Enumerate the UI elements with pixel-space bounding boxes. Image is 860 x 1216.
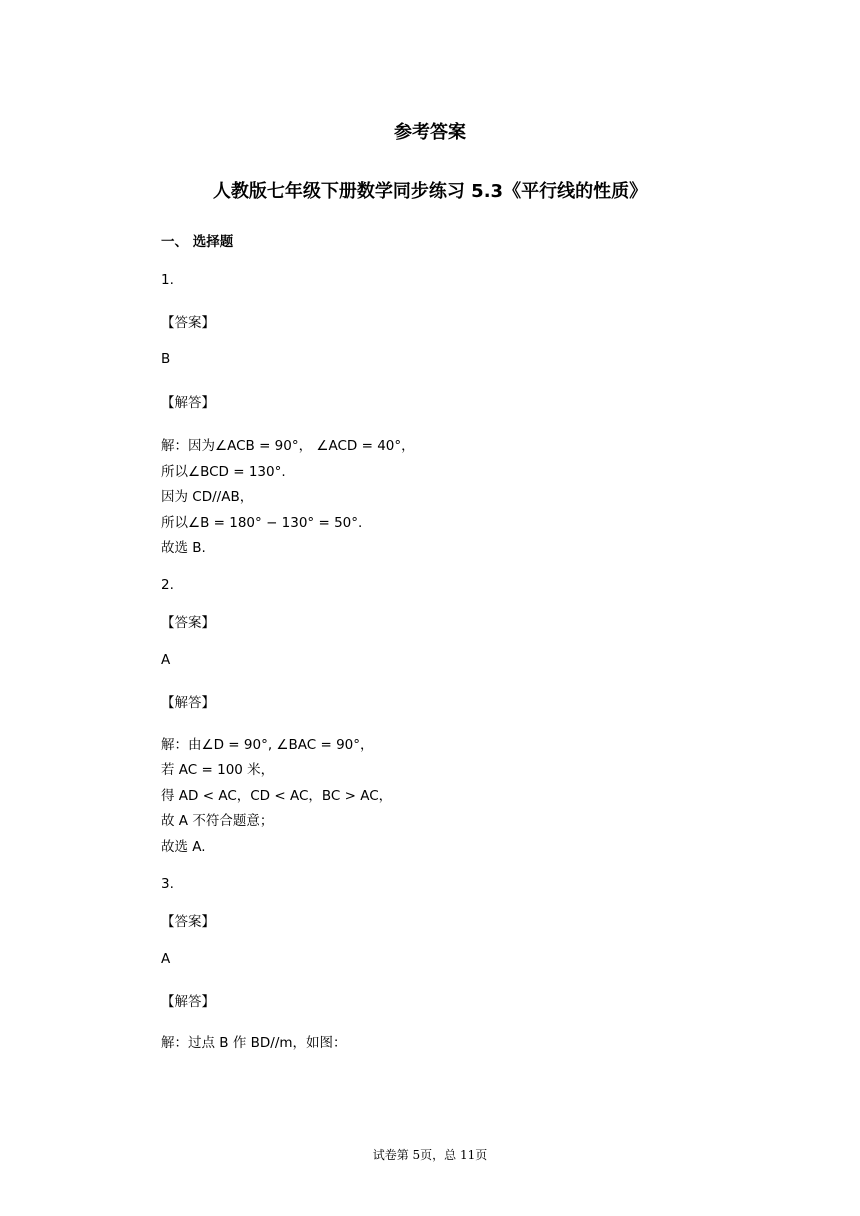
solution-line: 故 A 不符合题意； xyxy=(161,813,274,829)
solution-line: 故选 B. xyxy=(161,540,206,556)
solution-line: 解：由∠D = 90°, ∠BAC = 90°， xyxy=(161,737,374,753)
section-heading: 一、 选择题 xyxy=(161,234,234,250)
page-title: 参考答案 xyxy=(394,122,466,143)
solution-tag: 【解答】 xyxy=(161,695,215,711)
solution-line: 得 AD < AC，CD < AC，BC > AC， xyxy=(161,788,393,804)
solution-line: 解：因为∠ACB = 90°， ∠ACD = 40°， xyxy=(161,438,415,454)
solution-tag: 【解答】 xyxy=(161,395,215,411)
solution-tag: 【解答】 xyxy=(161,994,215,1010)
answer-value: B xyxy=(161,351,171,367)
answer-tag: 【答案】 xyxy=(161,615,215,631)
solution-line: 因为 CD//AB， xyxy=(161,489,254,505)
question-number: 2. xyxy=(161,577,174,593)
answer-value: A xyxy=(161,951,171,967)
solution-line: 若 AC = 100 米， xyxy=(161,762,275,778)
question-number: 1. xyxy=(161,272,174,288)
question-number: 3. xyxy=(161,876,174,892)
answer-value: A xyxy=(161,652,171,668)
page-subtitle: 人教版七年级下册数学同步练习 5.3《平行线的性质》 xyxy=(212,181,648,202)
solution-line: 故选 A. xyxy=(161,839,206,855)
solution-line: 所以∠BCD = 130°. xyxy=(161,464,286,480)
solution-line: 所以∠B = 180° − 130° = 50°. xyxy=(161,515,363,531)
answer-tag: 【答案】 xyxy=(161,914,215,930)
solution-line: 解：过点 B 作 BD//m，如图： xyxy=(161,1035,347,1051)
answer-tag: 【答案】 xyxy=(161,315,215,331)
page-footer: 试卷第 5页，总 11页 xyxy=(372,1148,488,1162)
